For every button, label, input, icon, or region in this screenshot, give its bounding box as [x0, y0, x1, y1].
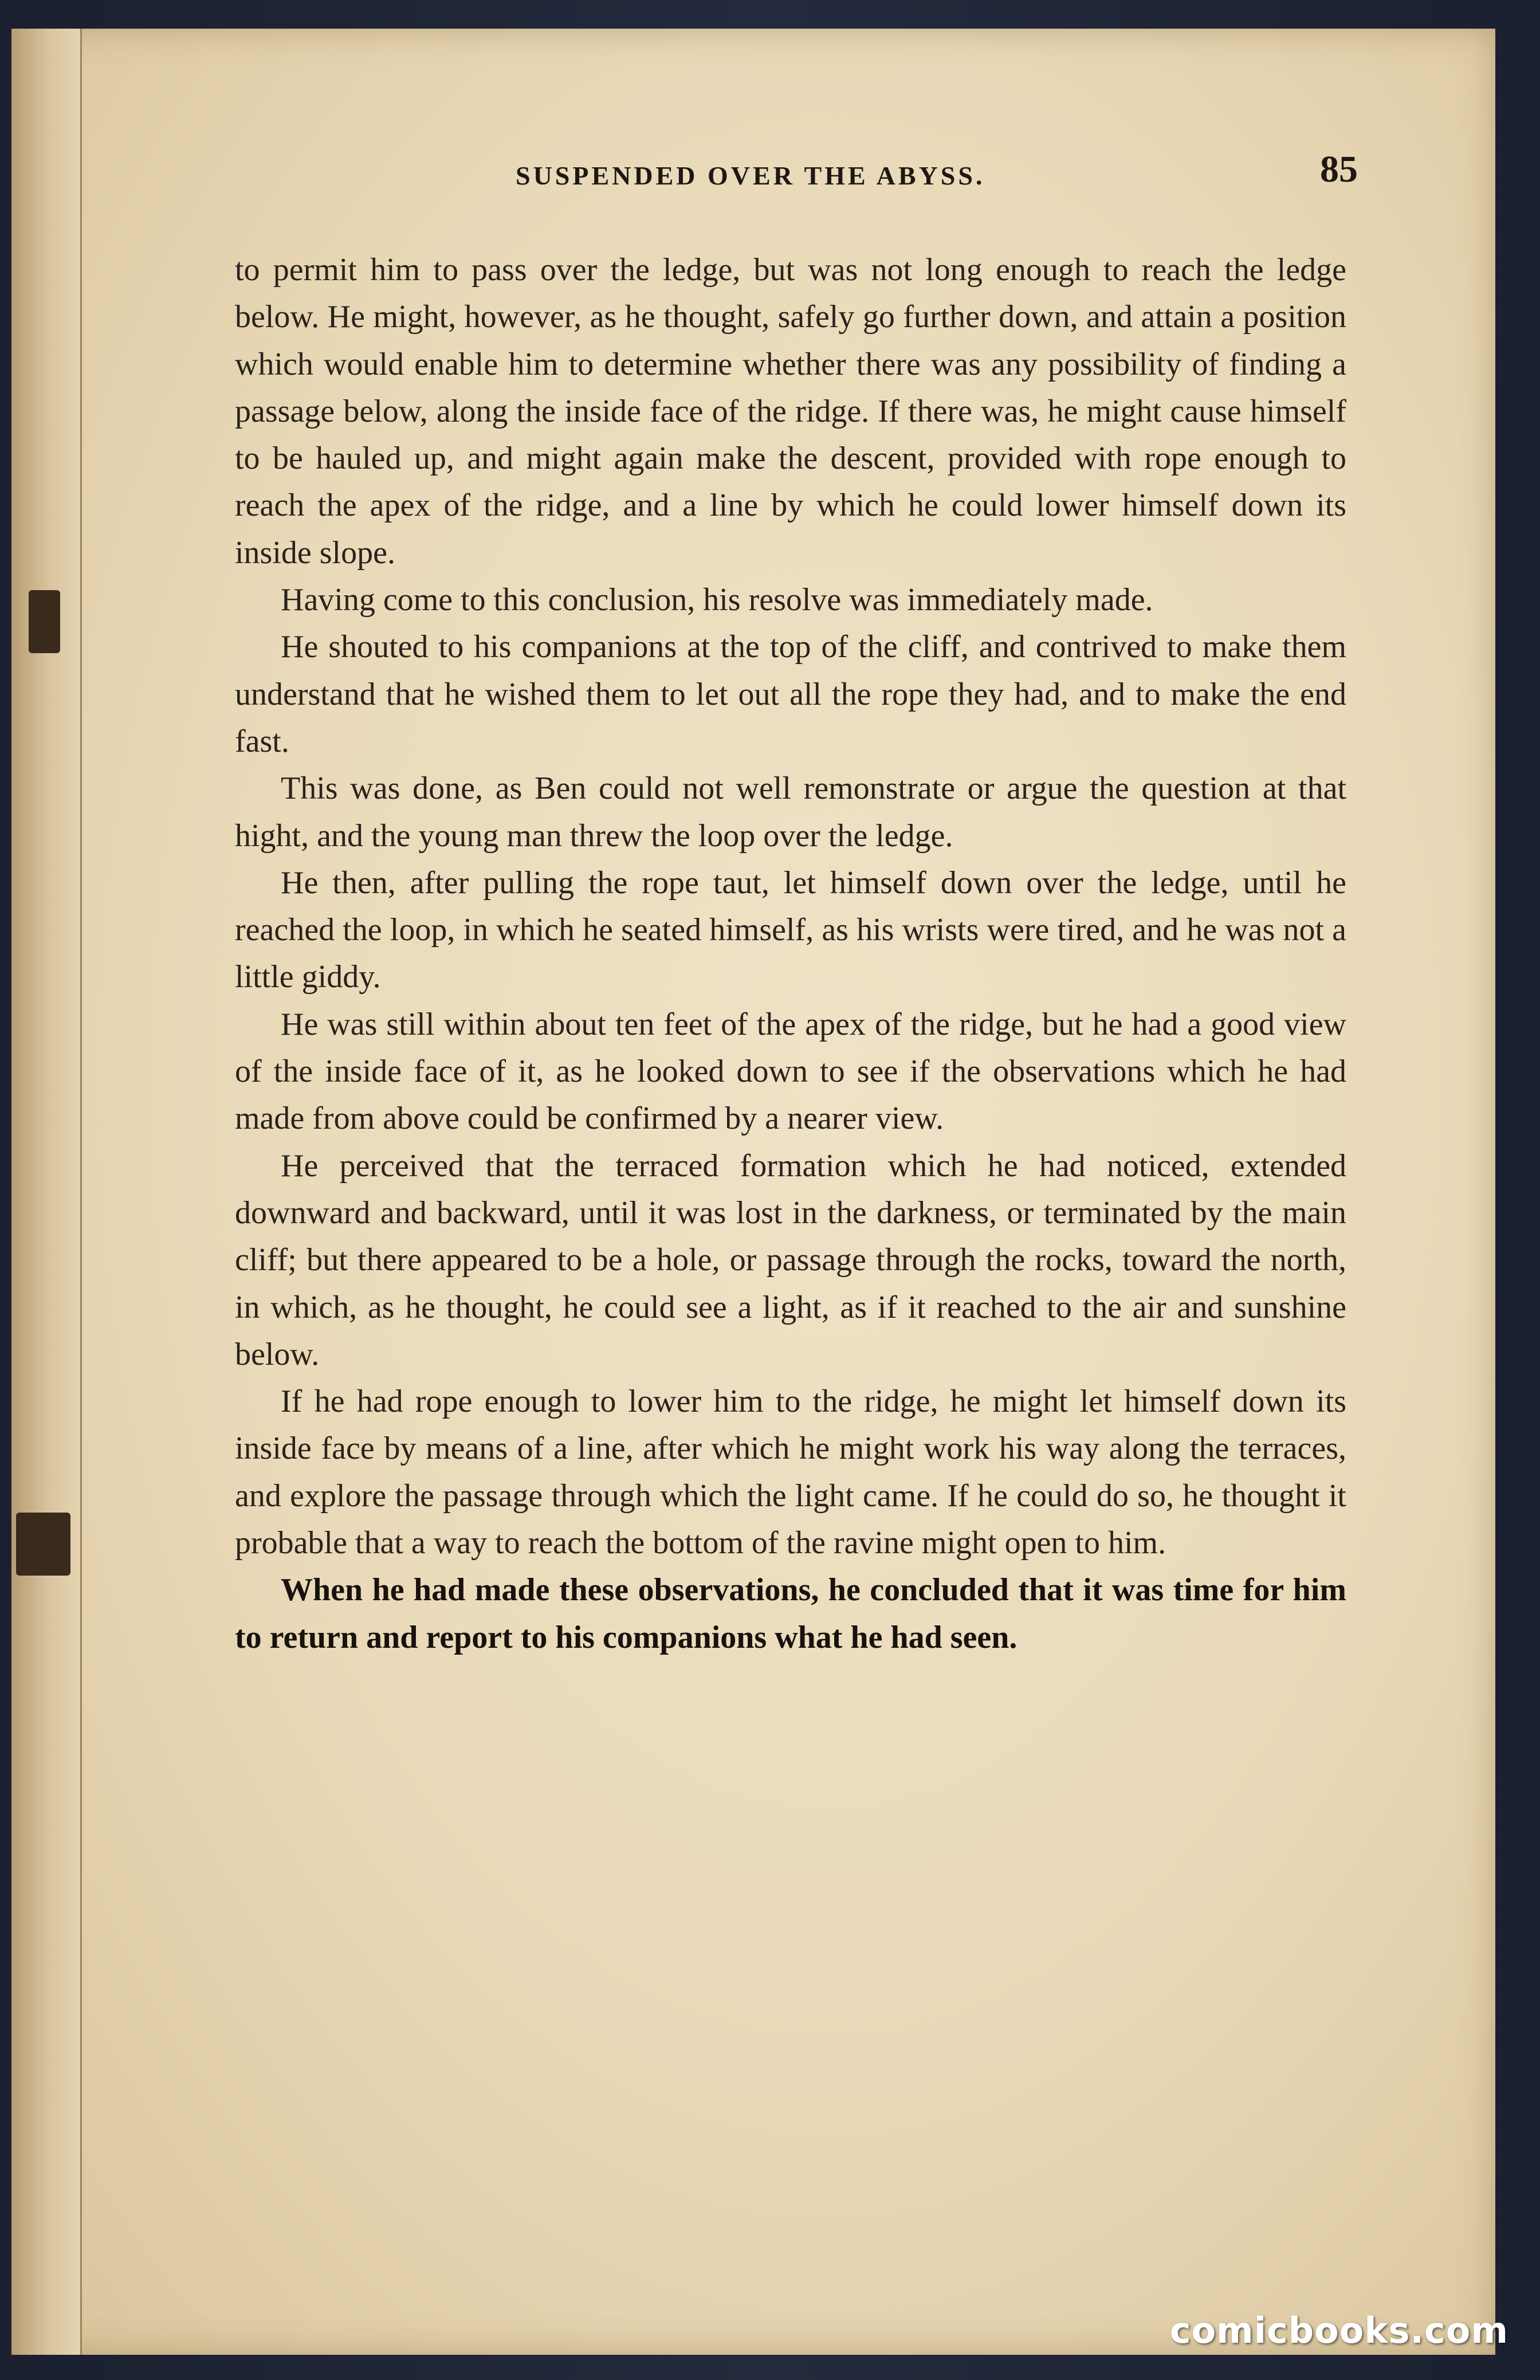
binding-stitch: [16, 1513, 70, 1576]
page-header: [229, 138, 1358, 189]
paragraph: If he had rope enough to lower him to the ridge, he might let himself down its inside face by means of a line, after which he might work his way along the terraces, and explore the passage through which the light came. If he could do so, he thought it probable that a way to reach the bottom of the ravine might open to him.: [235, 1384, 1346, 1561]
page-gutter: [11, 29, 82, 2355]
binding-stitch: [29, 590, 60, 653]
paragraph: He then, after pulling the rope taut, let himself down over the ledge, until he reached the loop, in which he seated himself, as his wrists were tired, and he was not a little giddy.: [235, 865, 1346, 995]
paragraph: When he had made these observations, he concluded that it was time for him to return and report to his companions what he had seen.: [235, 1572, 1346, 1655]
watermark: comicbooks.com: [1169, 2310, 1508, 2351]
paragraph: He shouted to his companions at the top of the cliff, and contrived to make them understand that he wished them to let out all the rope they had, and to make the end fast.: [235, 629, 1346, 759]
running-head: SUSPENDED OVER THE ABYSS.: [516, 161, 985, 190]
paragraph: He was still within about ten feet of the apex of the ridge, but he had a good view of the inside face of it, as he looked down to see if the observations which he had made from above could be confirmed by a nearer view.: [235, 1006, 1346, 1137]
paragraph: Having come to this conclusion, his resolve was immediately made.: [281, 582, 1153, 618]
book-page: [11, 29, 1495, 2355]
paragraph: He perceived that the terraced formation which he had noticed, extended downward and backward, until it was lost in the darkness, or terminated by the main cliff; but there appeared to be a hole, or passage through the rocks, toward the north, in which, as he thought, he could see a light, as if it reached to the air and sunshine below.: [235, 1148, 1346, 1372]
page-number: 85: [1320, 148, 1358, 190]
paragraph: to permit him to pass over the ledge, but was not long enough to reach the ledge below. He might, however, as he thought, safely go further down, and attain a position which would enable him to determine whether there was any possibility of finding a passage below, along the inside face of the ridge. If there was, he might cause himself to be hauled up, and might again make the descent, provided with rope enough to reach the apex of the ridge, and a line by which he could lower himself down its inside slope.: [235, 252, 1346, 571]
body-text: [235, 246, 1346, 1661]
paragraph: This was done, as Ben could not well remonstrate or argue the question at that hight, and the young man threw the loop over the ledge.: [235, 771, 1346, 854]
